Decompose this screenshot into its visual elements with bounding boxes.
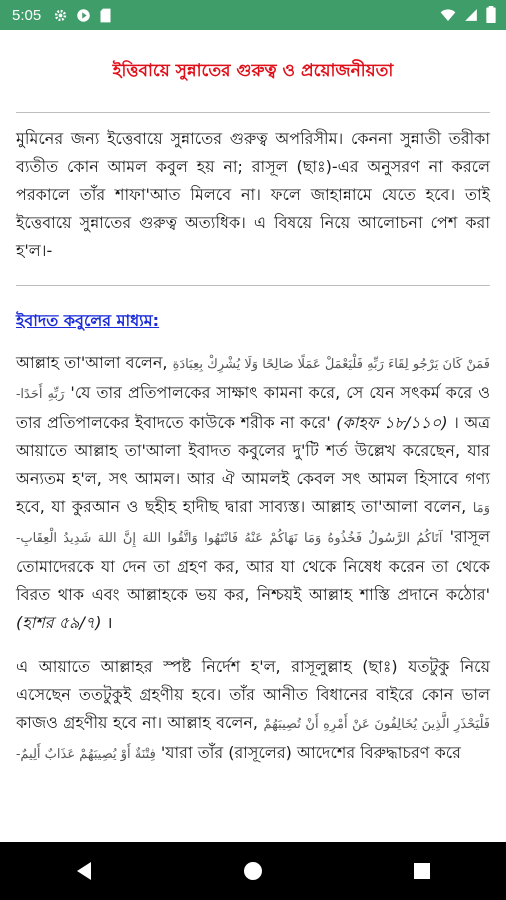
recents-button[interactable] (392, 851, 452, 891)
navigation-bar (0, 842, 506, 900)
home-icon (243, 861, 263, 881)
status-left-icons (53, 8, 112, 23)
section-heading: ইবাদত কবুলের মাধ্যম: (16, 311, 160, 330)
p1-text-4: 'রাসূল তোমাদেরকে যা দেন তা গ্রহণ কর, আর যা থেকে নিষেধ করেন তা থেকে বিরত থাক এবং আল্লাহকে ভয় কর, নিশ্চয়ই আল্লাহ শাস্তি প্রদানে কঠোর' (16, 527, 490, 604)
p1-text-2: 'যে তার প্রতিপালকের সাক্ষাৎ কামনা করে, সে যেন সৎকর্ম করে ও তার প্রতিপালকের ইবাদতে কাউকে শরীক না করে' (16, 383, 490, 432)
wifi-icon (440, 7, 456, 23)
p1-text-1: আল্লাহ তা'আলা বলেন, (16, 353, 173, 372)
p1-reference-1: (কাহফ ১৮/১১০) (336, 413, 448, 432)
article-title: ইত্তিবায়ে সুন্নাতের গুরুত্ব ও প্রয়োজনীয়তা (112, 61, 394, 81)
p2-arabic-verse: فَلْيَحْذَرِ الَّذِينَ يُخَالِفُونَ عَنْ أَمْرِهِ أَنْ تُصِيبَهُمْ فِتْنَةٌ أَوْ يُصِيبَهُمْ عَذَابٌ أَلِيمٌ- (16, 717, 490, 762)
p1-arabic-verse-1: فَمَنْ كَانَ يَرْجُو لِقَاءَ رَبِّهِ فَلْيَعْمَلْ عَمَلًا صَالِحًا وَلَا يُشْرِكْ بِعِبَادَةِ رَبِّهِ أَحَدًا- (16, 357, 491, 402)
p2-text-2: 'যারা তাঁর (রাসূলের) আদেশের বিরুদ্ধাচরণ করে (160, 743, 461, 762)
recents-icon (413, 862, 431, 880)
p2-text-1: এ আয়াতে আল্লাহর স্পষ্ট নির্দেশ হ'ল, রাসূলুল্লাহ (ছাঃ) যতটুকু নিয়ে এসেছেন ততটুকুই গ্রহণীয় হবে। তাঁর আনীত বিধানের বাইরে কোন ভাল কাজও গ্রহণীয় হবে না। আল্লাহ বলেন, (16, 657, 490, 732)
body-paragraph-2 (16, 653, 490, 769)
back-button[interactable] (54, 851, 114, 891)
divider-middle (16, 285, 490, 286)
play-protect-icon (76, 8, 91, 23)
status-bar (0, 0, 506, 30)
p1-arabic-verse-2: وَمَا آتَاكُمُ الرَّسُولُ فَخُذُوهُ وَمَا نَهَاكُمْ عَنْهُ فَانْتَهُوا وَاتَّقُوا اللهَ إِنَّ اللهَ شَدِيدُ الْعِقَابِ- (16, 501, 490, 546)
p1-text-3: । অত্র আয়াতে আল্লাহ তা'আলা ইবাদত কবুলের দু'টি শর্ত উল্লেখ করেছেন, যার অন্যতম হ'ল, সৎ আমল। আর ঐ আমলই কেবল সৎ আমল হিসাবে গণ্য হবে, যা কুরআন ও ছহীহ হাদীছ দ্বারা সাব্যস্ত। আল্লাহ তা'আলা বলেন, (16, 413, 490, 516)
p1-text-5: । (106, 613, 113, 632)
intro-paragraph: মুমিনের জন্য ইত্তেবায়ে সুন্নাতের গুরুত্ব অপরিসীম। কেননা সুন্নাতী তরীকা ব্যতীত কোন আমল কবুল হয় না; রাসূল (ছাঃ)-এর অনুসরণ না করলে পরকালে তাঁর শাফা'আত মিলবে না। ফলে জাহান্নামে যেতে হবে। তাই ইত্তেবায়ে সুন্নাতের গুরুত্ব অত্যধিক। এ বিষয়ে নিয়ে আলোচনা পেশ করা হ'ল।- (16, 129, 490, 260)
battery-icon (486, 6, 496, 23)
signal-icon (464, 7, 478, 23)
sd-card-icon (99, 8, 112, 23)
gear-icon (53, 8, 68, 23)
status-time: 5:05 (12, 6, 42, 24)
home-button[interactable] (223, 851, 283, 891)
back-icon (75, 861, 93, 881)
divider-top (16, 112, 490, 113)
p1-reference-2: (হাশর ৫৯/৭) (16, 613, 102, 632)
article-content[interactable] (0, 30, 506, 842)
status-right-icons (440, 6, 496, 23)
body-paragraph-1 (16, 349, 490, 637)
